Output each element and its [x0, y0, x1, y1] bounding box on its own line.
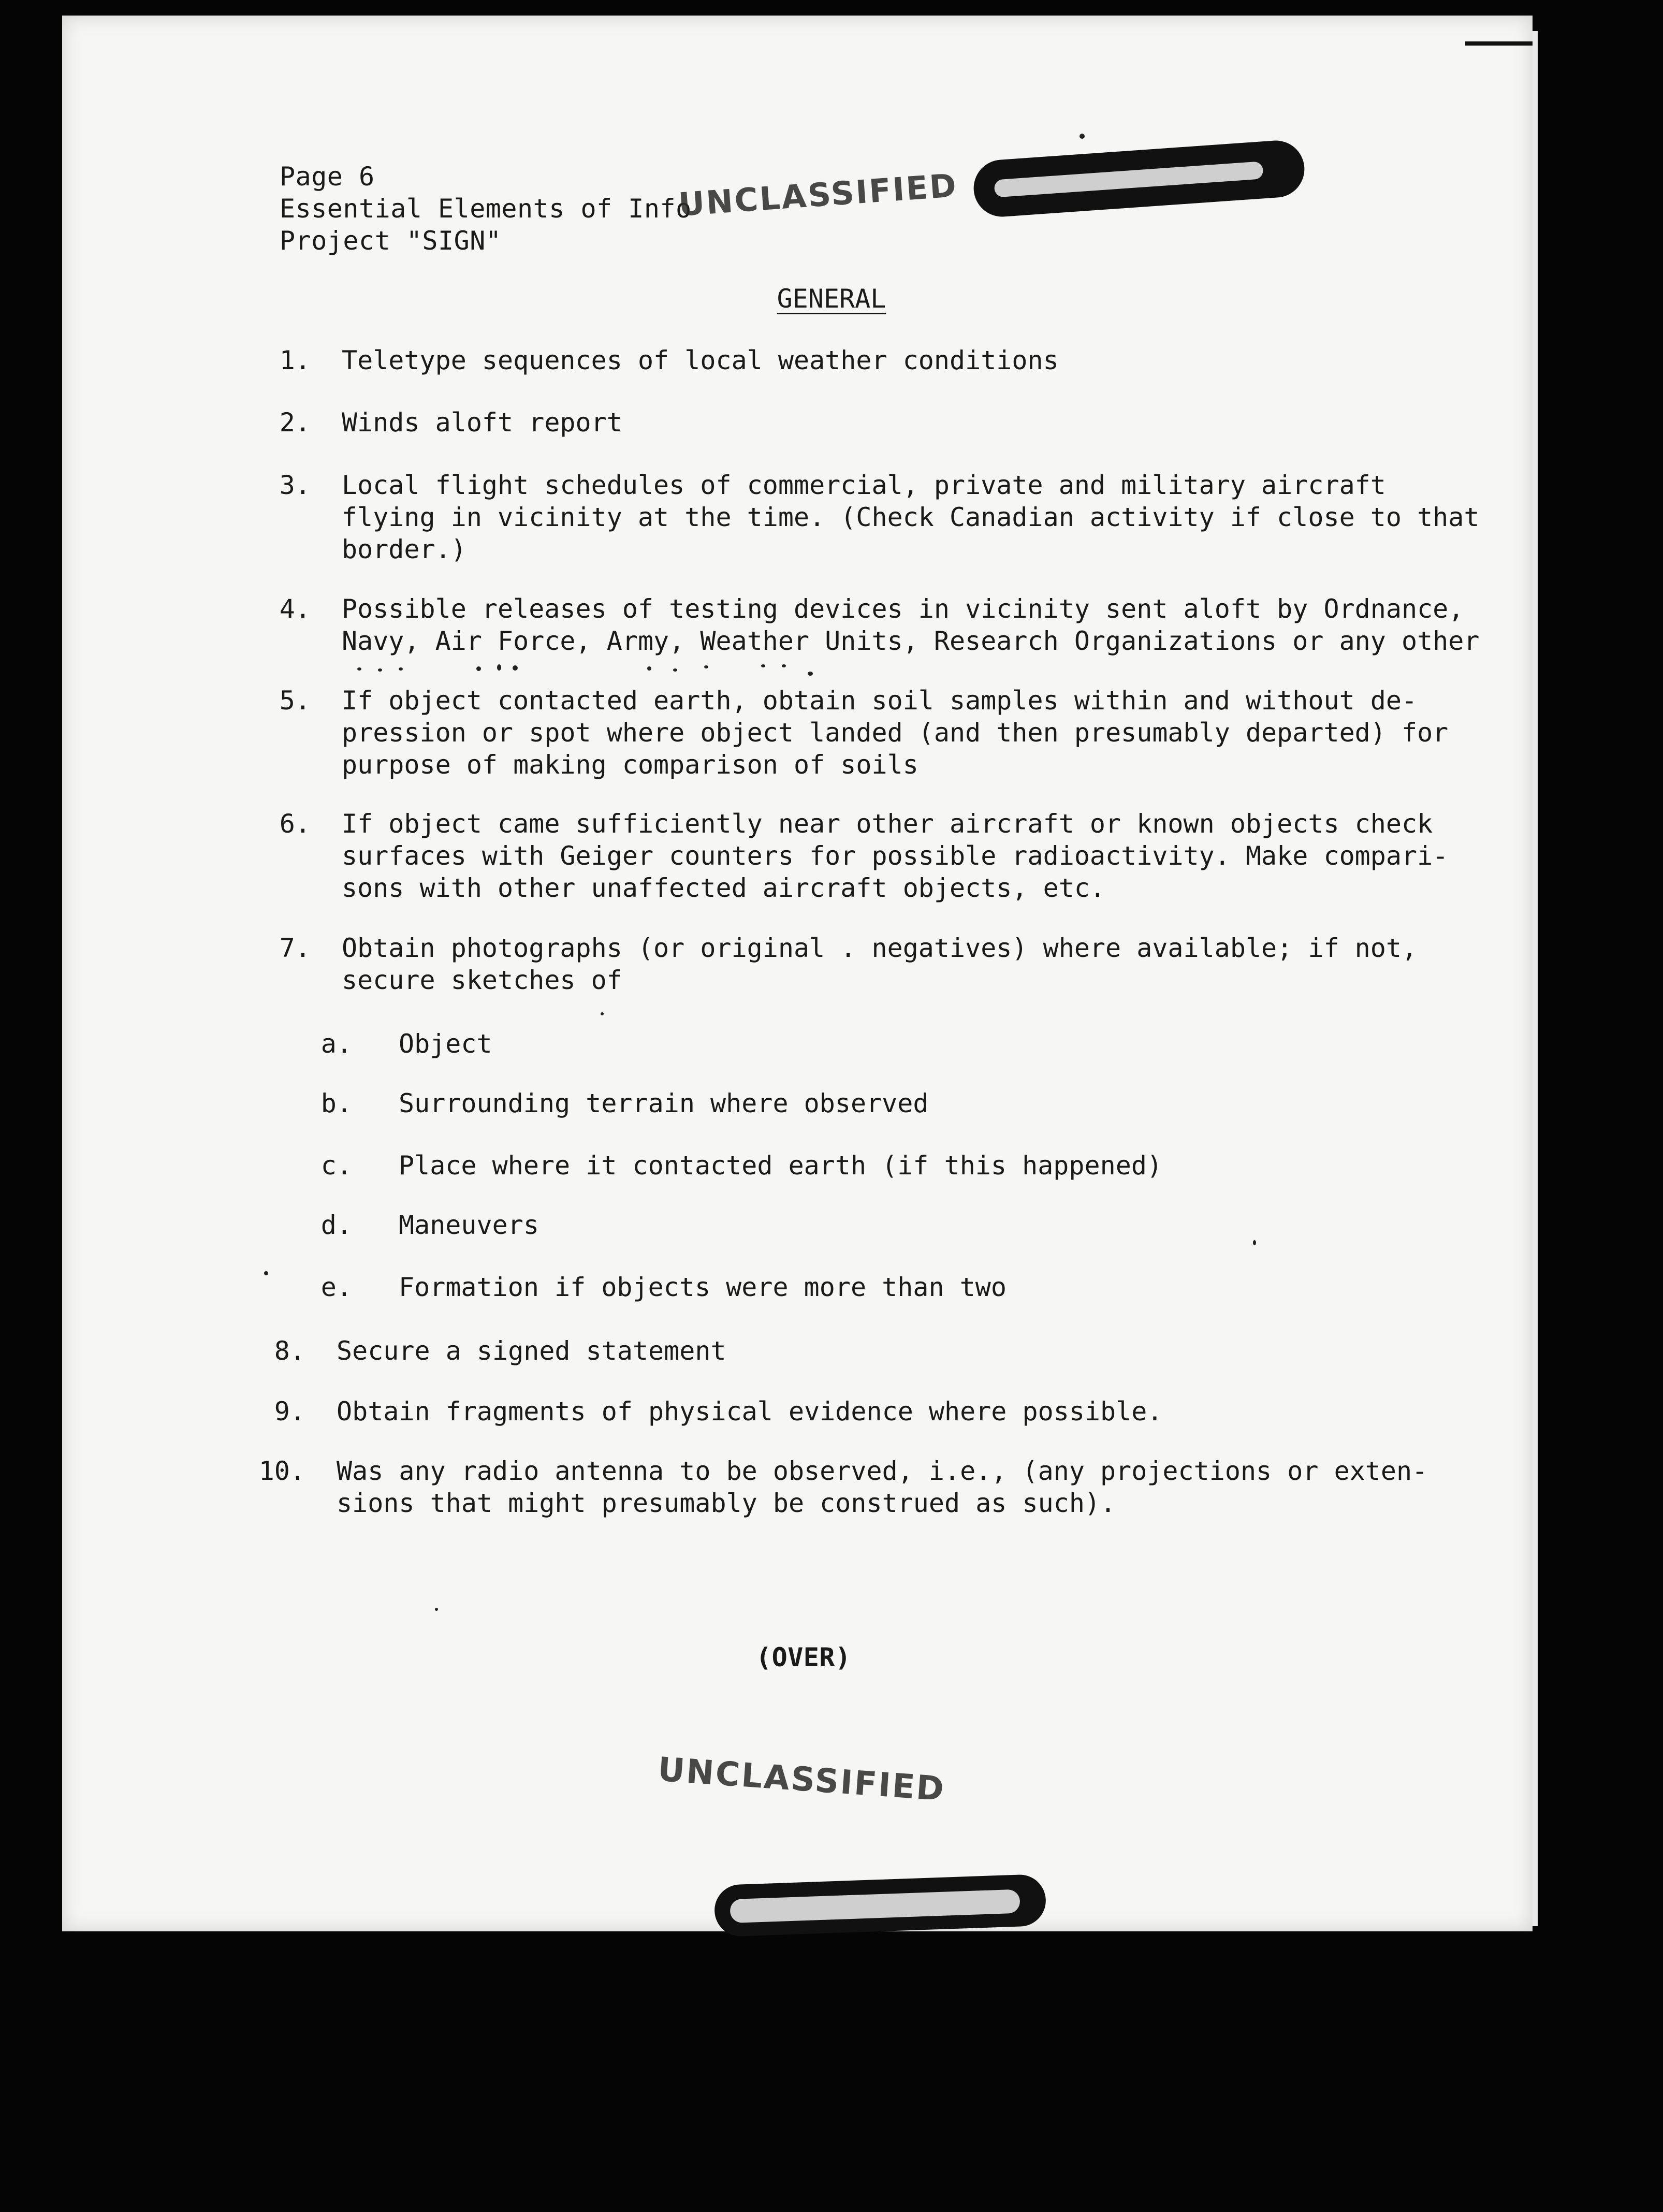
scan-speck — [264, 1271, 268, 1275]
item-number: 6. — [279, 809, 311, 839]
item-text: Secure a signed statement — [337, 1336, 726, 1366]
page-number: Page 6 — [280, 162, 375, 192]
item-number: 7. — [279, 933, 311, 963]
subitem-letter: b. — [320, 1088, 352, 1118]
over-note: (OVER) — [756, 1642, 851, 1672]
subitem-letter: e. — [320, 1272, 352, 1302]
scan-speck — [1080, 134, 1085, 139]
item-number: 3. — [279, 470, 311, 500]
item-number: 1. — [279, 345, 311, 375]
item-number: 4. — [279, 594, 311, 624]
scan-mark — [1465, 41, 1533, 46]
header-subject: Essential Elements of Info — [280, 194, 692, 224]
item-text: If object contacted earth, obtain soil samples within and without de- pression or spot where object landed (and then presumably departed) for purpose of making comparison of soils — [342, 686, 1449, 780]
item-number: 9. — [274, 1396, 305, 1427]
subitem-text: Maneuvers — [399, 1210, 539, 1240]
subitem-text: Place where it contacted earth (if this happened) — [399, 1151, 1163, 1181]
item-text: Obtain photographs (or original . negatives) where available; if not, secure sketches of — [342, 933, 1418, 995]
item-text: If object came sufficiently near other aircraft or known objects check surfaces with Geiger counters for possible radioactivity. Make compari- sons with other unaffected aircraft objects, etc. — [342, 809, 1449, 903]
header-project: Project "SIGN" — [280, 226, 502, 256]
illegible-line — [342, 664, 937, 675]
subitem-text: Object — [399, 1029, 492, 1059]
unclassified-stamp-top: UNCLASSIFIED — [677, 166, 959, 224]
item-text: Obtain fragments of physical evidence where possible. — [337, 1396, 1163, 1427]
subitem-letter: a. — [320, 1029, 352, 1059]
subitem-text: Surrounding terrain where observed — [399, 1088, 929, 1118]
item-text: Teletype sequences of local weather conditions — [342, 345, 1059, 375]
item-number: 10. — [258, 1456, 305, 1486]
item-number: 2. — [279, 408, 311, 438]
unclassified-stamp-bottom: UNCLASSIFIED — [657, 1750, 947, 1809]
item-text: Winds aloft report — [342, 408, 622, 438]
item-text: Local flight schedules of commercial, private and military aircraft flying in vicinity at the time. (Check Canadian activity if close to that border.) — [342, 470, 1480, 564]
scan-speck — [435, 1608, 438, 1611]
scan-speck — [601, 1012, 604, 1015]
subitem-letter: c. — [320, 1151, 352, 1181]
section-title: GENERAL — [777, 284, 886, 314]
subitem-text: Formation if objects were more than two — [399, 1272, 1006, 1302]
item-text: Was any radio antenna to be observed, i.e., (any projections or exten- sions that might presumably be construed as such). — [337, 1456, 1428, 1518]
subitem-letter: d. — [320, 1210, 352, 1240]
scan-speck — [1253, 1240, 1256, 1245]
item-number: 5. — [279, 686, 311, 716]
page-edge — [1533, 31, 1538, 1926]
item-number: 8. — [274, 1336, 305, 1366]
item-text: Possible releases of testing devices in vicinity sent aloft by Ordnance, Navy, Air Force, Army, Weather Units, Research Organizations or any other — [342, 594, 1480, 656]
